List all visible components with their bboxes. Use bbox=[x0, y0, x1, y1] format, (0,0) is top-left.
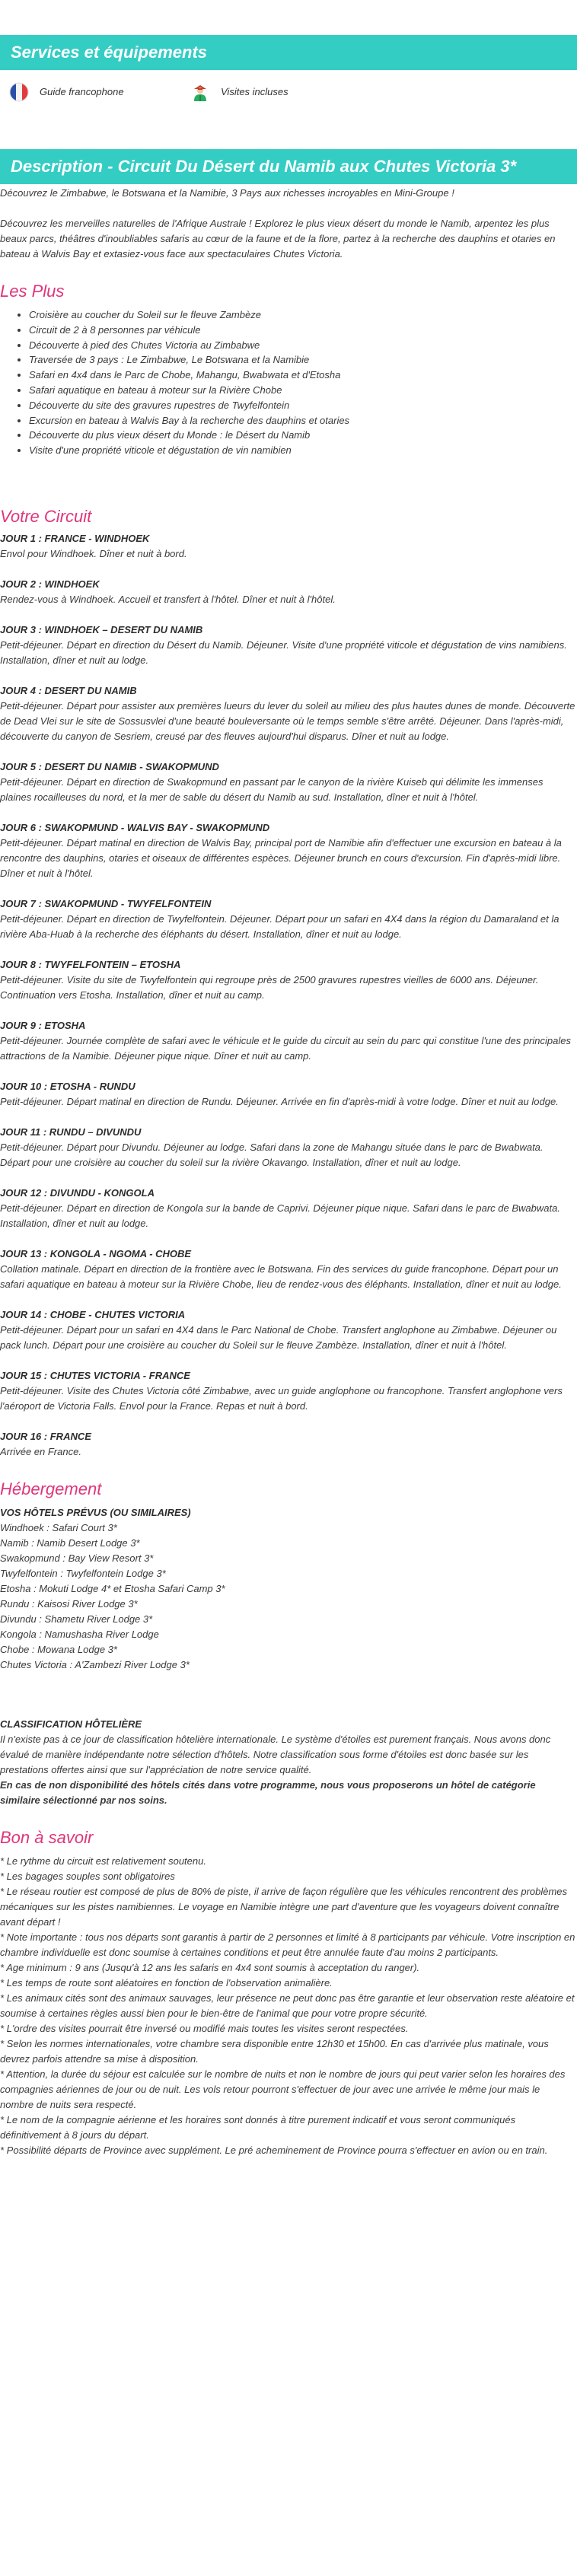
day-block bbox=[0, 896, 575, 942]
day-block bbox=[0, 1125, 575, 1170]
service-label-guide: Guide francophone bbox=[40, 86, 124, 97]
plus-item: • Découverte du site des gravures rupestres de Twyfelfontein bbox=[29, 398, 575, 413]
service-label-visits: Visites incluses bbox=[221, 86, 288, 97]
day-block bbox=[0, 1368, 575, 1414]
day-text: Petit-déjeuner. Départ en direction de Swakopmund en passant par le canyon de la rivière Kuiseb qui délimite les immenses plaines rocailleuses du nord, et la mer de sable du désert du Namib au sud. Installation, dîner et nuit à l'hôtel. bbox=[0, 775, 544, 803]
day-text: Petit-déjeuner. Départ pour assister aux premières lueurs du lever du soleil au milieu des plus hautes dunes de monde. Découverte de Dead Vlei sur le site de Sossusvlei d'une beauté bouleversante où le temps semble s'être arrêté. Déjeuner. Dans l'après-midi, découverte du canyon de Sesriem, creusé par des fleuves aujourd'hui disparus. Dîner et nuit au lodge. bbox=[0, 699, 575, 742]
plus-item: • Découverte du plus vieux désert du Monde : le Désert du Namib bbox=[29, 428, 575, 443]
note-item: * Selon les normes internationales, votre chambre sera disponible entre 12h30 et 15h00. En cas d'arrivée plus matinale, vous devrez parfois attendre sa mise à disposition. bbox=[0, 2037, 549, 2065]
service-item-guide bbox=[9, 80, 124, 104]
day-block bbox=[0, 623, 575, 668]
day-block bbox=[0, 820, 575, 881]
day-block bbox=[0, 1186, 575, 1231]
hotel-item: Divundu : Shametu River Lodge 3* bbox=[0, 1613, 153, 1625]
french-flag-icon bbox=[9, 82, 29, 102]
day-heading: JOUR 5 : DESERT DU NAMIB - SWAKOPMUND bbox=[0, 760, 219, 772]
guide-person-icon bbox=[190, 82, 210, 102]
hotels-list bbox=[0, 1520, 575, 1673]
day-heading: JOUR 13 : KONGOLA - NGOMA - CHOBE bbox=[0, 1247, 192, 1259]
hotel-item: Kongola : Namushasha River Lodge bbox=[0, 1628, 159, 1640]
note-item: * Le rythme du circuit est relativement soutenu. bbox=[0, 1855, 206, 1867]
day-heading: JOUR 16 : FRANCE bbox=[0, 1430, 91, 1442]
day-heading: JOUR 14 : CHOBE - CHUTES VICTORIA bbox=[0, 1308, 186, 1320]
plus-item: • Traversée de 3 pays : Le Zimbabwe, Le Botswana et la Namibie bbox=[29, 352, 575, 368]
circuit-heading: Votre Circuit bbox=[0, 506, 92, 526]
plus-item: • Excursion en bateau à Walvis Bay à la recherche des dauphins et otaries bbox=[29, 413, 575, 428]
plus-item: • Safari en 4x4 dans le Parc de Chobe, Mahangu, Bwabwata et d'Etosha bbox=[29, 368, 575, 383]
note-item: * Le réseau routier est composé de plus de 80% de piste, il arrive de façon régulière que les véhicules rencontrent des problèmes mécaniques sur les pistes namibiennes. Le voyage en Namibie intègre une part d'aventure que les voyageurs doivent connaître avant départ ! bbox=[0, 1885, 568, 1928]
day-heading: JOUR 10 : ETOSHA - RUNDU bbox=[0, 1080, 135, 1092]
description-paragraph: Découvrez les merveilles naturelles de l'Afrique Australe ! Explorez le plus vieux désert du monde le Namib, arpentez les plus beaux parcs, théâtres d'inoubliables safaris au cœur de la faune et de la flore, partez à la recherche des dauphins et otaries en bateau à Walvis Bay et extasiez-vous face aux spectaculaires Chutes Victoria. bbox=[0, 218, 556, 260]
day-heading: JOUR 9 : ETOSHA bbox=[0, 1019, 86, 1031]
day-block bbox=[0, 531, 575, 562]
day-text: Envol pour Windhoek. Dîner et nuit à bord. bbox=[0, 547, 187, 559]
note-item: * Note importante : tous nos départs sont garantis à partir de 2 personnes et limité à 8 participants par véhicule. Votre inscription en chambre individuelle est donc soumise à certaines conditions et peut être annulée faute d'au moins 2 participants. bbox=[0, 1931, 575, 1958]
hebergement-heading: Hébergement bbox=[0, 1479, 102, 1498]
classification-text: Il n'existe pas à ce jour de classification hôtelière internationale. Le système d'étoiles est purement français. Nous avons donc évalué de manière indépendante notre sélection d'hôtels. Notre classification sous forme d'étoiles est donc basée sur les prestations offertes ainsi que sur l'appréciation de notre service qualité. bbox=[0, 1733, 551, 1775]
day-block bbox=[0, 759, 575, 805]
day-heading: JOUR 11 : RUNDU – DIVUNDU bbox=[0, 1126, 142, 1138]
bon-savoir-heading: Bon à savoir bbox=[0, 1827, 94, 1847]
note-item: * L'ordre des visites pourrait être inversé ou modifié mais toutes les visites seront respectées. bbox=[0, 2022, 409, 2034]
day-block bbox=[0, 1018, 575, 1064]
note-item: * Les temps de route sont aléatoires en fonction de l'observation animalière. bbox=[0, 1976, 333, 1989]
day-heading: JOUR 15 : CHUTES VICTORIA - FRANCE bbox=[0, 1369, 190, 1381]
day-block bbox=[0, 1247, 575, 1292]
day-text: Petit-déjeuner. Départ en direction de Twyfelfontein. Déjeuner. Départ pour un safari en 4X4 dans la région du Damaraland et la rivière Aba-Huab à la recherche des éléphants du désert. Installation, dîner et nuit au lodge. bbox=[0, 912, 559, 940]
day-text: Petit-déjeuner. Visite des Chutes Victoria côté Zimbabwe, avec un guide anglophone ou francophone. Transfert anglophone vers l'aéroport de Victoria Falls. Envol pour la France. Repas et nuit à bord. bbox=[0, 1384, 563, 1412]
main-content bbox=[0, 187, 577, 2158]
hotels-subtitle: VOS HÔTELS PRÉVUS (OU SIMILAIRES) bbox=[0, 1506, 191, 1518]
plus-item: • Safari aquatique en bateau à moteur sur la Rivière Chobe bbox=[29, 383, 575, 398]
day-block bbox=[0, 683, 575, 744]
day-text: Petit-déjeuner. Départ en direction du Désert du Namib. Déjeuner. Visite d'une propriété viticole et dégustation de vins namibiens. Installation, dîner et nuit au lodge. bbox=[0, 638, 567, 666]
description-banner bbox=[0, 149, 577, 184]
hotel-item: Rundu : Kaisosi River Lodge 3* bbox=[0, 1597, 138, 1610]
plus-item: • Circuit de 2 à 8 personnes par véhicule bbox=[29, 323, 575, 338]
note-item: * Le nom de la compagnie aérienne et les horaires sont donnés à titre purement indicatif et vous seront communiqués définitivement à 8 jours du départ. bbox=[0, 2113, 516, 2141]
day-block bbox=[0, 1429, 575, 1460]
day-text: Petit-déjeuner. Départ pour Divundu. Déjeuner au lodge. Safari dans la zone de Mahangu située dans le parc de Bwabwata. Départ pour une croisière au coucher du soleil sur la rivière Okavango. Installation, dîner et nuit au lodge. bbox=[0, 1141, 544, 1168]
day-text: Petit-déjeuner. Départ pour un safari en 4X4 dans le Parc National de Chobe. Transfert anglophone au Zimbabwe. Déjeuner ou pack lunch. Départ pour une croisière au coucher du Soleil sur le fleuve Zambèze. Installation, dîner et nuit à l'hôtel. bbox=[0, 1323, 557, 1351]
day-heading: JOUR 2 : WINDHOEK bbox=[0, 578, 100, 590]
day-text: Petit-déjeuner. Départ matinal en direction de Rundu. Déjeuner. Arrivée en fin d'après-midi à votre lodge. Dîner et nuit au lodge. bbox=[0, 1095, 559, 1107]
plus-item: • Visite d'une propriété viticole et dégustation de vin namibien bbox=[29, 443, 575, 458]
service-item-visits bbox=[190, 80, 288, 104]
note-item: * Les animaux cités sont des animaux sauvages, leur présence ne peut donc pas être garantie et leur observation reste aléatoire et soumise à certaines règles aussi bien pour le bien-être de l'animal que pour votre propre sécurité. bbox=[0, 1992, 575, 2019]
day-block bbox=[0, 577, 575, 607]
day-heading: JOUR 1 : FRANCE - WINDHOEK bbox=[0, 532, 150, 544]
hotel-item: Swakopmund : Bay View Resort 3* bbox=[0, 1552, 154, 1564]
day-heading: JOUR 4 : DESERT DU NAMIB bbox=[0, 684, 137, 696]
note-item: * Possibilité départs de Province avec supplément. Le pré acheminement de Province pourra s'effectuer en avion ou en train. bbox=[0, 2144, 548, 2156]
plus-item: • Croisière au coucher du Soleil sur le fleuve Zambèze bbox=[29, 307, 575, 323]
day-heading: JOUR 3 : WINDHOEK – DESERT DU NAMIB bbox=[0, 623, 203, 635]
hotel-item: Namib : Namib Desert Lodge 3* bbox=[0, 1536, 140, 1549]
services-banner bbox=[0, 35, 577, 70]
classification-bold: En cas de non disponibilité des hôtels cités dans votre programme, nous vous proposerons un hôtel de catégorie similaire sélectionné par nos soins. bbox=[0, 1778, 536, 1806]
day-heading: JOUR 7 : SWAKOPMUND - TWYFELFONTEIN bbox=[0, 897, 212, 909]
day-block bbox=[0, 1307, 575, 1353]
hotel-item: Twyfelfontein : Twyfelfontein Lodge 3* bbox=[0, 1567, 166, 1579]
plus-list bbox=[0, 307, 575, 458]
note-item: * Les bagages souples sont obligatoires bbox=[0, 1870, 175, 1882]
day-text: Petit-déjeuner. Visite du site de Twyfelfontein qui regroupe près de 2500 gravures rupestres vieilles de 6000 ans. Déjeuner. Continuation vers Etosha. Installation, dîner et nuit au camp. bbox=[0, 973, 539, 1001]
day-block bbox=[0, 1079, 575, 1110]
day-text: Collation matinale. Départ en direction de la frontière avec le Botswana. Fin des services du guide francophone. Départ pour un safari aquatique en bateau à moteur sur la Rivière Chobe, lieu de rendez-vous des éléphants. Installation, dîner et nuit au lodge. bbox=[0, 1263, 562, 1290]
day-text: Petit-déjeuner. Départ en direction de Kongola sur la bande de Caprivi. Déjeuner pique nique. Safari dans le parc de Bwabwata. Installation, dîner et nuit au lodge. bbox=[0, 1202, 560, 1229]
hotel-item: Chobe : Mowana Lodge 3* bbox=[0, 1643, 117, 1655]
description-intro: Découvrez le Zimbabwe, le Botswana et la Namibie, 3 Pays aux richesses incroyables en Mini-Groupe ! bbox=[0, 187, 454, 199]
day-text: Arrivée en France. bbox=[0, 1445, 81, 1457]
hotel-item: Chutes Victoria : A'Zambezi River Lodge 3* bbox=[0, 1658, 190, 1670]
description-title: Description - Circuit Du Désert du Namib aux Chutes Victoria 3* bbox=[11, 157, 517, 176]
circuit-days bbox=[0, 531, 575, 1460]
plus-item: • Découverte à pied des Chutes Victoria au Zimbabwe bbox=[29, 338, 575, 353]
day-block bbox=[0, 957, 575, 1003]
day-text: Petit-déjeuner. Départ matinal en direction de Walvis Bay, principal port de Namibie afin d'effectuer une excursion en bateau à la rencontre des dauphins, otaries et oiseaux de différentes espèces. Déjeuner brunch en cours d'excursion. Fin d'après-midi libre. Dîner et nuit à l'hôtel. bbox=[0, 836, 562, 879]
services-title: Services et équipements bbox=[11, 43, 208, 62]
hotel-item: Windhoek : Safari Court 3* bbox=[0, 1521, 117, 1533]
plus-heading: Les Plus bbox=[0, 282, 65, 301]
day-heading: JOUR 6 : SWAKOPMUND - WALVIS BAY - SWAKOPMUND bbox=[0, 821, 270, 833]
day-heading: JOUR 8 : TWYFELFONTEIN – ETOSHA bbox=[0, 958, 181, 970]
day-text: Petit-déjeuner. Journée complète de safari avec le véhicule et le guide du circuit au sein du parc qui constitue l'une des principales attractions de la Namibie. Déjeuner pique nique. Dîner et nuit au camp. bbox=[0, 1034, 571, 1062]
note-item: * Age minimum : 9 ans (Jusqu'à 12 ans les safaris en 4x4 sont soumis à acceptation du ranger). bbox=[0, 1961, 420, 1973]
day-text: Rendez-vous à Windhoek. Accueil et transfert à l'hôtel. Dîner et nuit à l'hôtel. bbox=[0, 593, 336, 605]
bon-savoir-notes bbox=[0, 1854, 575, 2158]
hotel-item: Etosha : Mokuti Lodge 4* et Etosha Safari Camp 3* bbox=[0, 1582, 225, 1594]
classification-title: CLASSIFICATION HÔTELIÈRE bbox=[0, 1718, 142, 1730]
day-heading: JOUR 12 : DIVUNDU - KONGOLA bbox=[0, 1186, 155, 1199]
note-item: * Attention, la durée du séjour est calculée sur le nombre de nuits et non le nombre de jours qui peut varier selon les horaires des compagnies aériennes de jour ou de nuit. Les vols retour pourront s'effectuer de jour avec une arrivée le même jour mais le nombre de nuits sera respecté. bbox=[0, 2068, 566, 2110]
